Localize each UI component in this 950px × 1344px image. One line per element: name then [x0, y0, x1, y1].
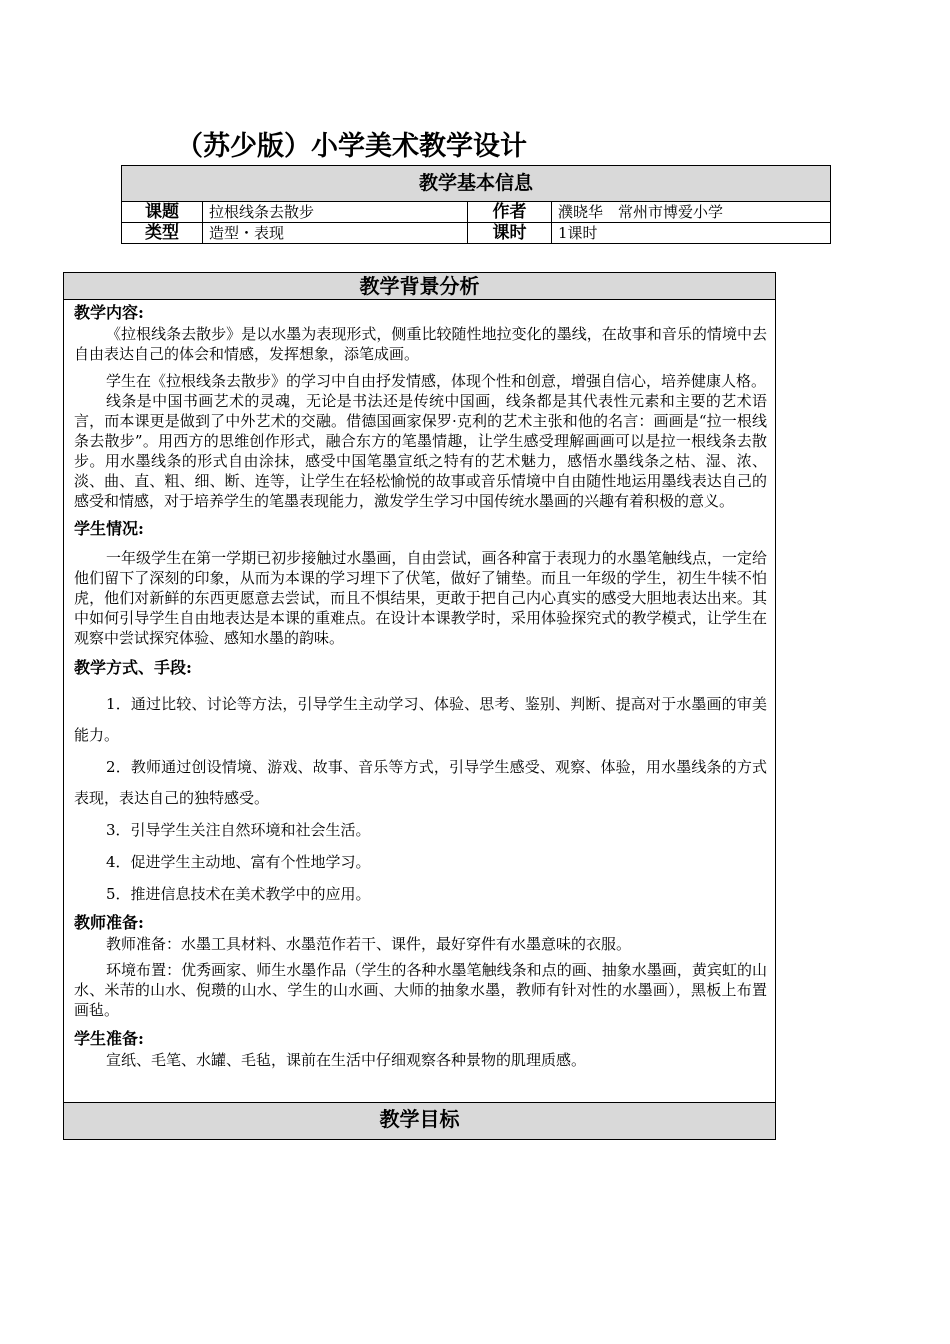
method-item-2: 2．教师通过创设情境、游戏、故事、音乐等方式，引导学生感受、观察、体验，用水墨线条的方式表现，表达自己的独特感受。: [74, 758, 767, 807]
teaching-objectives-header: 教学目标: [64, 1102, 775, 1139]
teacher-prep-paragraph-2: 环境布置：优秀画家、师生水墨作品（学生的各种水墨笔触线条和点的画、抽象水墨画，黄宾虹的山水、米芾的山水、倪瓒的山水、学生的山水画、大师的抽象水墨，教师有针对性的水墨画），黑板上布置画毡。: [74, 961, 767, 1019]
document-title: （苏少版）小学美术教学设计: [176, 131, 527, 162]
basic-info-header: 教学基本信息: [122, 166, 831, 202]
background-analysis-content: [64, 302, 775, 1070]
method-item-5: 5．推进信息技术在美术教学中的应用。: [106, 885, 371, 903]
background-analysis-header: 教学背景分析: [64, 273, 775, 300]
background-analysis-box: [63, 272, 776, 1140]
content-paragraph-3: 线条是中国书画艺术的灵魂，无论是书法还是传统中国画，线条都是其代表性元素和主要的艺术语言，而本课更是做到了中外艺术的交融。借德国画家保罗·克利的艺术主张和他的名言：画画是“拉一根线条去散步”。用西方的思维创作形式，融合东方的笔墨情趣，让学生感受理解画画可以是拉一根线条去散步。用水墨线条的形式自由涂抹，感受中国笔墨宣纸之特有的艺术魅力，感悟水墨线条之枯、湿、浓、淡、曲、直、粗、细、断、连等，让学生在轻松愉悦的故事或音乐情境中自由随性地运用墨线表达自己的感受和情感，对于培养学生的笔墨表现能力，激发学生学习中国传统水墨画的兴趣有着积极的意义。: [74, 392, 767, 510]
pupil-prep-heading: 学生准备:: [74, 1029, 144, 1048]
method-item-3: 3．引导学生关注自然环境和社会生活。: [106, 821, 371, 839]
student-heading: 学生情况:: [74, 519, 144, 538]
type-label: 类型: [122, 223, 203, 244]
author-label: 作者: [468, 202, 552, 223]
content-paragraph-2: 学生在《拉根线条去散步》的学习中自由抒发情感，体现个性和创意，增强自信心，培养健康人格。: [106, 372, 767, 390]
pupil-prep-paragraph-1: 宣纸、毛笔、水罐、毛毡，课前在生活中仔细观察各种景物的肌理质感。: [106, 1051, 587, 1069]
topic-value: 拉根线条去散步: [203, 202, 468, 223]
method-heading: 教学方式、手段:: [74, 658, 192, 677]
student-paragraph-1: 一年级学生在第一学期已初步接触过水墨画，自由尝试，画各种富于表现力的水墨笔触线点，一定给他们留下了深刻的印象，从而为本课的学习埋下了伏笔，做好了铺垫。而且一年级的学生，初生牛犊不怕虎，他们对新鲜的东西更愿意去尝试，而且不惧结果，更敢于把自己内心真实的感受大胆地表达出来。其中如何引导学生自由地表达是本课的重难点。在设计本课教学时，采用体验探究式的教学模式，让学生在观察中尝试探究体验、感知水墨的韵味。: [74, 549, 767, 647]
content-heading: 教学内容:: [74, 303, 144, 322]
hours-label: 课时: [468, 223, 552, 244]
type-value: 造型・表现: [203, 223, 468, 244]
topic-label: 课题: [122, 202, 203, 223]
method-item-1: 1．通过比较、讨论等方法，引导学生主动学习、体验、思考、鉴别、判断、提高对于水墨画的审美能力。: [74, 695, 767, 744]
content-paragraph-1: 《拉根线条去散步》是以水墨为表现形式，侧重比较随性地拉变化的墨线，在故事和音乐的情境中去自由表达自己的体会和情感，发挥想象，添笔成画。: [74, 325, 767, 363]
hours-value: 1课时: [552, 223, 831, 244]
teacher-prep-paragraph-1: 教师准备：水墨工具材料、水墨范作若干、课件，最好穿件有水墨意味的衣服。: [106, 935, 632, 953]
basic-info-table: [121, 165, 831, 244]
teacher-prep-heading: 教师准备:: [74, 913, 144, 932]
method-item-4: 4．促进学生主动地、富有个性地学习。: [106, 853, 371, 871]
author-value: 濮晓华 常州市博爱小学: [552, 202, 831, 223]
